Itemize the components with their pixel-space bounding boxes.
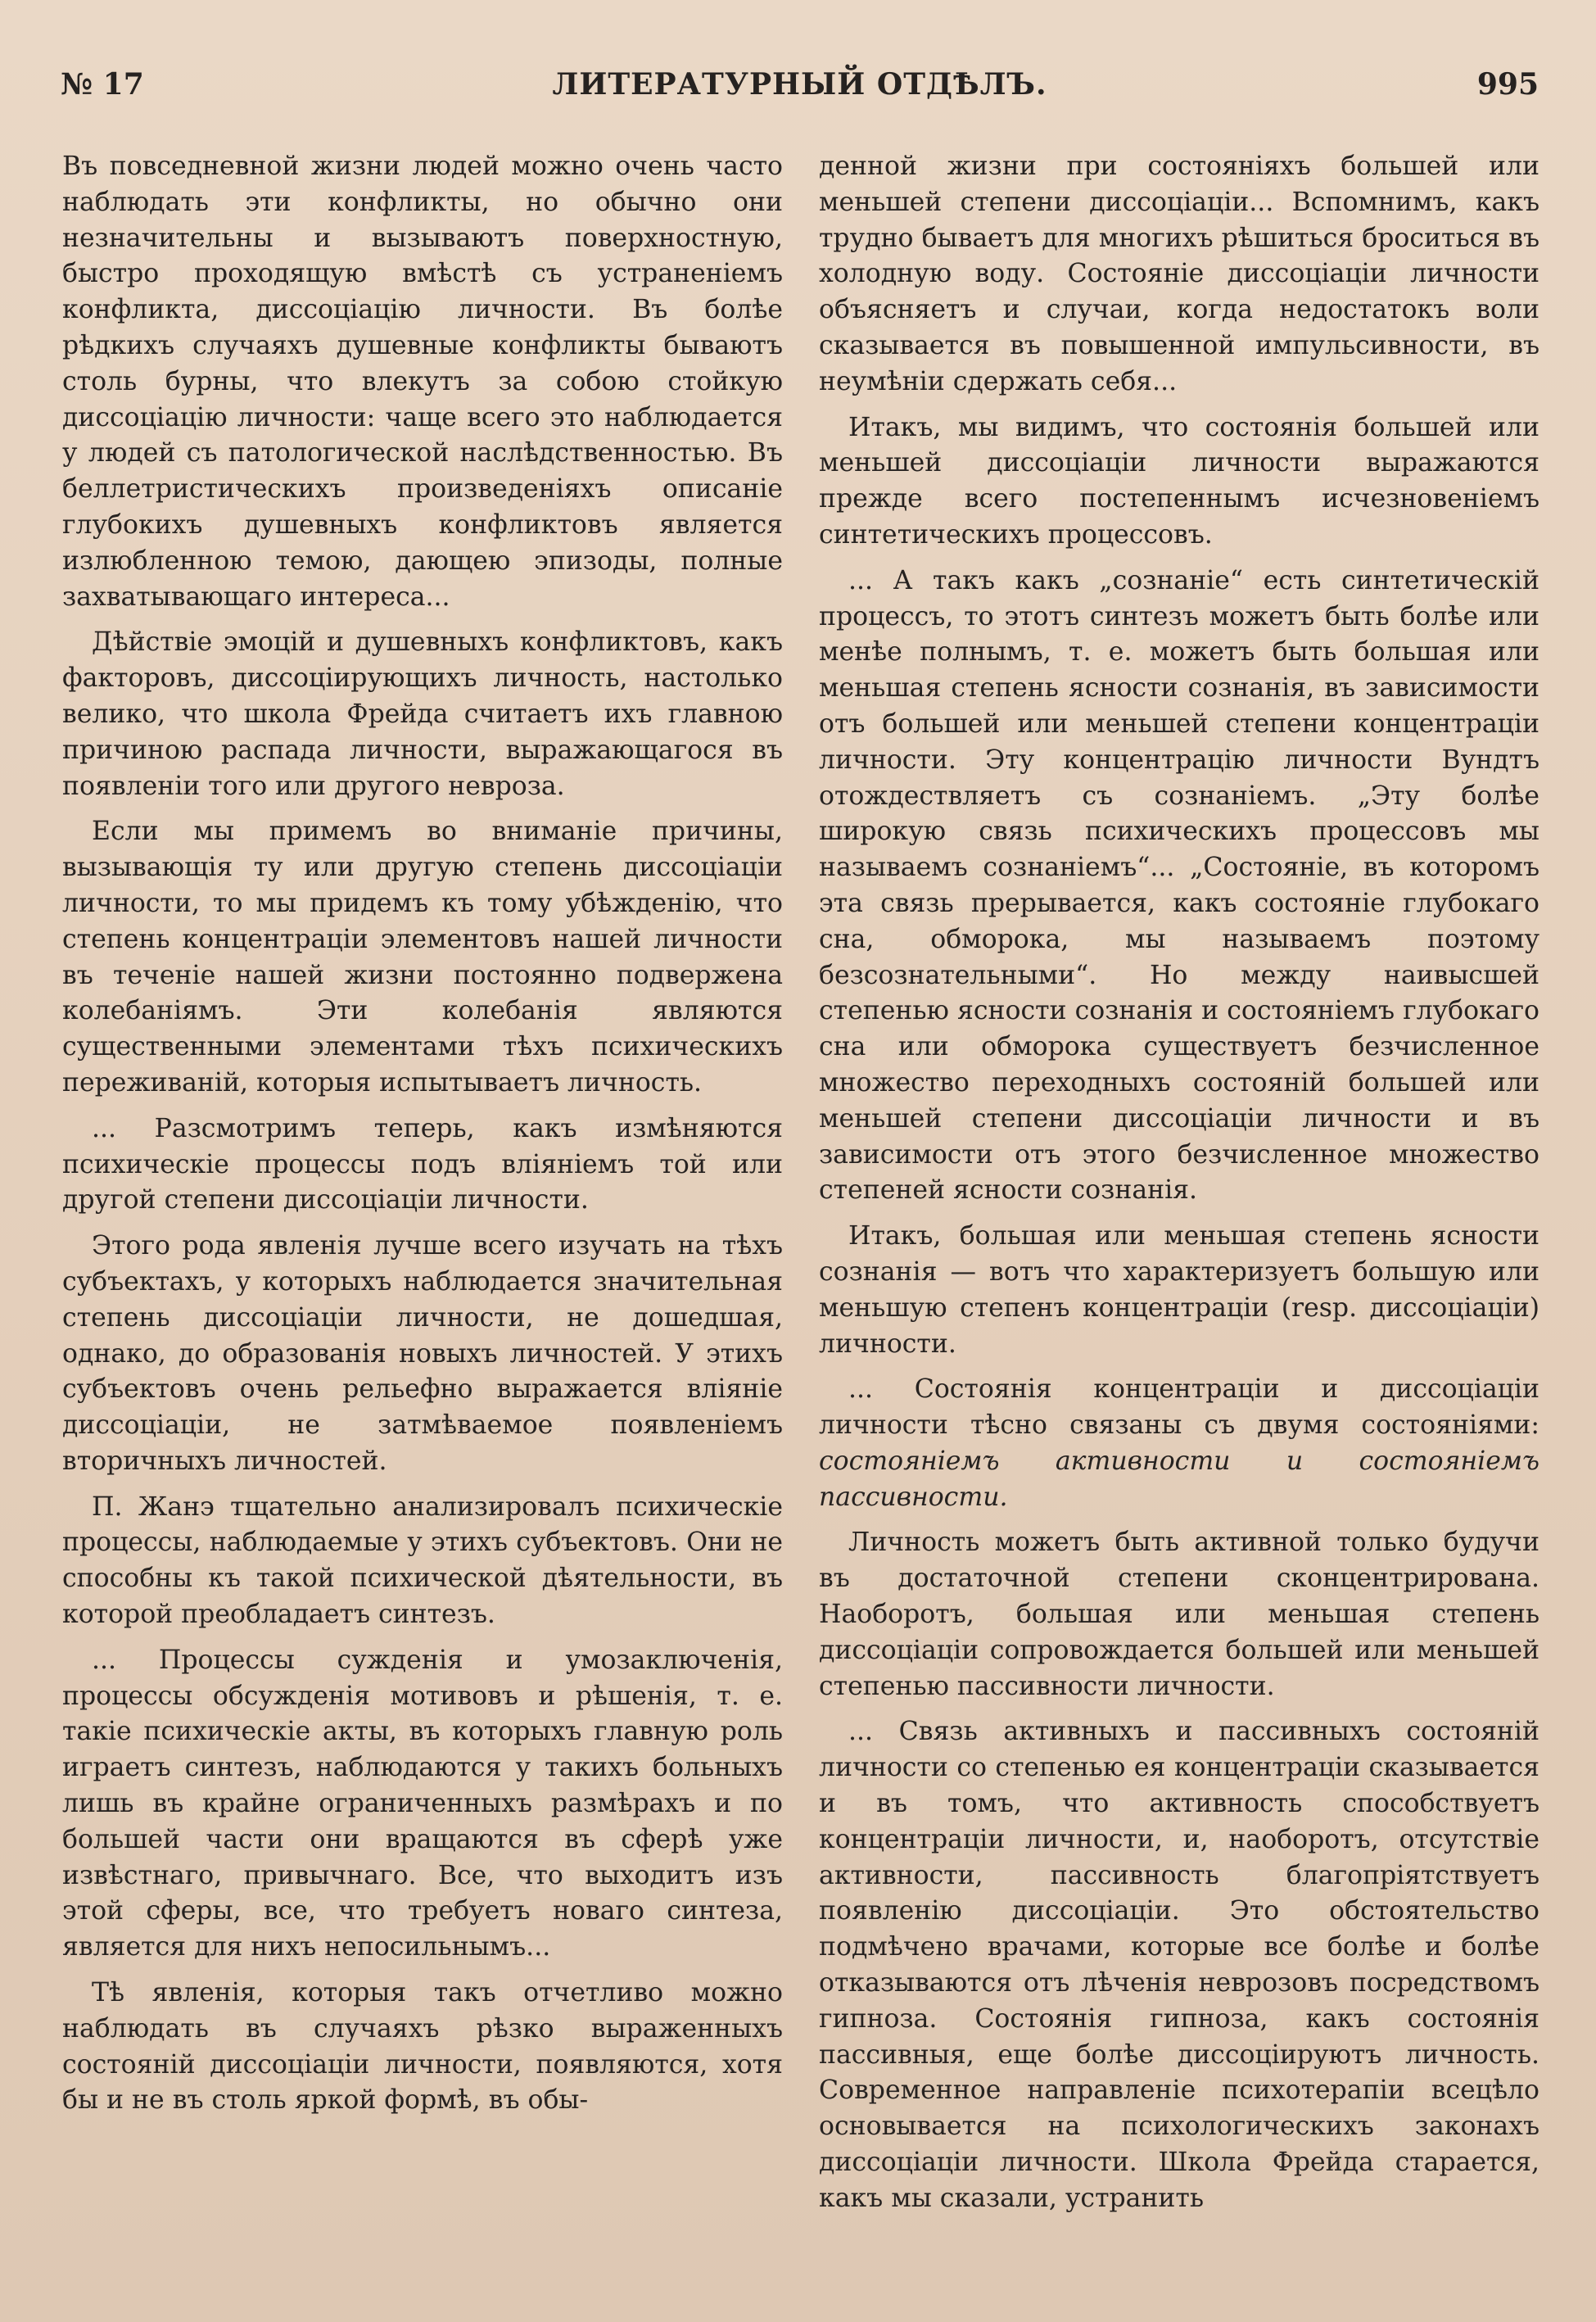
section-title: ЛИТЕРАТУРНЫЙ ОТДѢЛЪ. — [552, 67, 1047, 102]
paragraph: ... Связь активныхъ и пассивныхъ состояній личности со степенью ея концентраціи сказывается и въ томъ, что активность способствуетъ концентраціи личности, и, наоборотъ, отсутствіе активности, пассивность благопріятствуетъ появленію диссоціаціи. Это обстоятельство подмѣчено врачами, которые все болѣе и болѣе отказываются отъ лѣченія неврозовъ посредствомъ гипноза. Состоянія гипноза, какъ состоянія пассивныя, еще болѣе диссоціируютъ личность. Современное направленіе психотерапіи всецѣло основывается на психологическихъ законахъ диссоціаціи личности. Школа Фрейда старается, какъ мы сказали, устранить — [819, 1717, 1539, 2213]
right-column — [819, 149, 1539, 2227]
italic-phrase: состояніемъ активности и состояніемъ пассивности. — [819, 1446, 1539, 1512]
page-number: 995 — [1476, 67, 1539, 102]
paragraph — [819, 1372, 1539, 1515]
paragraph-lead: ... Состоянія концентраціи и диссоціаціи личности тѣсно связаны съ двумя состояніями: — [819, 1374, 1539, 1441]
issue-number: № 17 — [61, 67, 144, 102]
paragraph: ... А такъ какъ „сознаніе“ есть синтетическій процессъ, то этотъ синтезъ можетъ быть болѣе или менѣе полнымъ, т. е. можетъ быть большая или меньшая степень ясности сознанія, въ зависимости отъ большей или меньшей степени концентраціи личности. Эту концентрацію личности Вундтъ отождествляетъ съ сознаніемъ. „Эту болѣе широкую связь психическихъ процессовъ мы называемъ сознаніемъ“... „Состояніе, въ которомъ эта связь прерывается, какъ состояніе глубокаго сна, обморока, мы называемъ поэтому безсознательными“. Но между наивысшей степенью ясности сознанія и состояніемъ глубокаго сна или обморока существуетъ безчисленное множество переходныхъ состояній большей или меньшей степени диссоціаціи личности и въ зависимости отъ этого безчисленное множество степеней ясности сознанія. — [819, 565, 1539, 1206]
paragraph: ... Разсмотримъ теперь, какъ измѣняются психическіе процессы подъ вліяніемъ той или другой степени диссоціаціи личности. — [62, 1113, 783, 1215]
left-column — [62, 149, 783, 2129]
paragraph: Дѣйствіе эмоцій и душевныхъ конфликтовъ, какъ факторовъ, диссоціирующихъ личность, настолько велико, что школа Фрейда считаетъ ихъ главною причиною распада личности, выражающагося въ появленіи того или другого невроза. — [62, 627, 783, 801]
paragraph: П. Жанэ тщательно анализировалъ психическіе процессы, наблюдаемые у этихъ субъектовъ. Они не способны къ такой психической дѣятельности, въ которой преобладаетъ синтезъ. — [62, 1491, 783, 1630]
running-header — [61, 67, 1539, 116]
paragraph: ... Процессы сужденія и умозаключенія, процессы обсужденія мотивовъ и рѣшенія, т. е. такіе психическіе акты, въ которыхъ главную роль играетъ синтезъ, наблюдаются у такихъ больныхъ лишь въ крайне ограниченныхъ размѣрахъ и по большей части они вращаются въ сферѣ уже извѣстнаго, привычнаго. Все, что выходитъ изъ этой сферы, все, что требуетъ новаго синтеза, является для нихъ непосильнымъ... — [62, 1645, 783, 1962]
paragraph: Итакъ, большая или меньшая степень ясности сознанія — вотъ что характеризуетъ большую или меньшую степенъ концентраціи (resp. диссоціаціи) личности. — [819, 1221, 1539, 1359]
paragraph: Если мы примемъ во вниманіе причины, вызывающія ту или другую степень диссоціаціи личности, то мы придемъ къ тому убѣжденію, что степень концентраціи элементовъ нашей личности въ теченіе нашей жизни постоянно подвержена колебаніямъ. Эти колебанія являются существенными элементами тѣхъ психическихъ переживаній, которыя испытываетъ личность. — [62, 817, 783, 1098]
paragraph: Итакъ, мы видимъ, что состоянія большей или меньшей диссоціаціи личности выражаются прежде всего постепеннымъ исчезновеніемъ синтетическихъ процессовъ. — [819, 412, 1539, 550]
paragraph: Этого рода явленія лучше всего изучать на тѣхъ субъектахъ, у которыхъ наблюдается значительная степень диссоціаціи личности, не дошедшая, однако, до образованія новыхъ личностей. У этихъ субъектовъ очень рельефно выражается вліяніе диссоціаціи, не затмѣваемое появленіемъ вторичныхъ личностей. — [62, 1231, 783, 1476]
paragraph: Тѣ явленія, которыя такъ отчетливо можно наблюдать въ случаяхъ рѣзко выраженныхъ состояній диссоціаціи личности, появляются, хотя бы и не въ столь яркой формѣ, въ обы- — [62, 1978, 783, 2116]
paragraph: денной жизни при состояніяхъ большей или меньшей степени диссоціаціи... Вспомнимъ, какъ трудно бываетъ для многихъ рѣшиться броситься въ холодную воду. Состояніе диссоціаціи личности объясняетъ и случаи, когда недостатокъ воли сказывается въ повышенной импульсивности, въ неумѣніи сдержать себя... — [819, 152, 1539, 396]
paragraph: Личность можетъ быть активной только будучи въ достаточной степени сконцентрирована. Наоборотъ, большая или меньшая степень диссоціаціи сопровождается большей или меньшей степенью пассивности личности. — [819, 1528, 1539, 1701]
paragraph: Въ повседневной жизни людей можно очень часто наблюдать эти конфликты, но обычно они незначительны и вызываютъ поверхностную, быстро проходящую вмѣстѣ съ устраненіемъ конфликта, диссоціацію личности. Въ болѣе рѣдкихъ случаяхъ душевные конфликты бываютъ столь бурны, что влекутъ за собою стойкую диссоціацію личности: чаще всего это наблюдается у людей съ патологической наслѣдственностью. Въ беллетристическихъ произведеніяхъ описаніе глубокихъ душевныхъ конфликтовъ является излюбленною темою, дающею эпизоды, полные захватывающаго интереса... — [62, 152, 783, 612]
